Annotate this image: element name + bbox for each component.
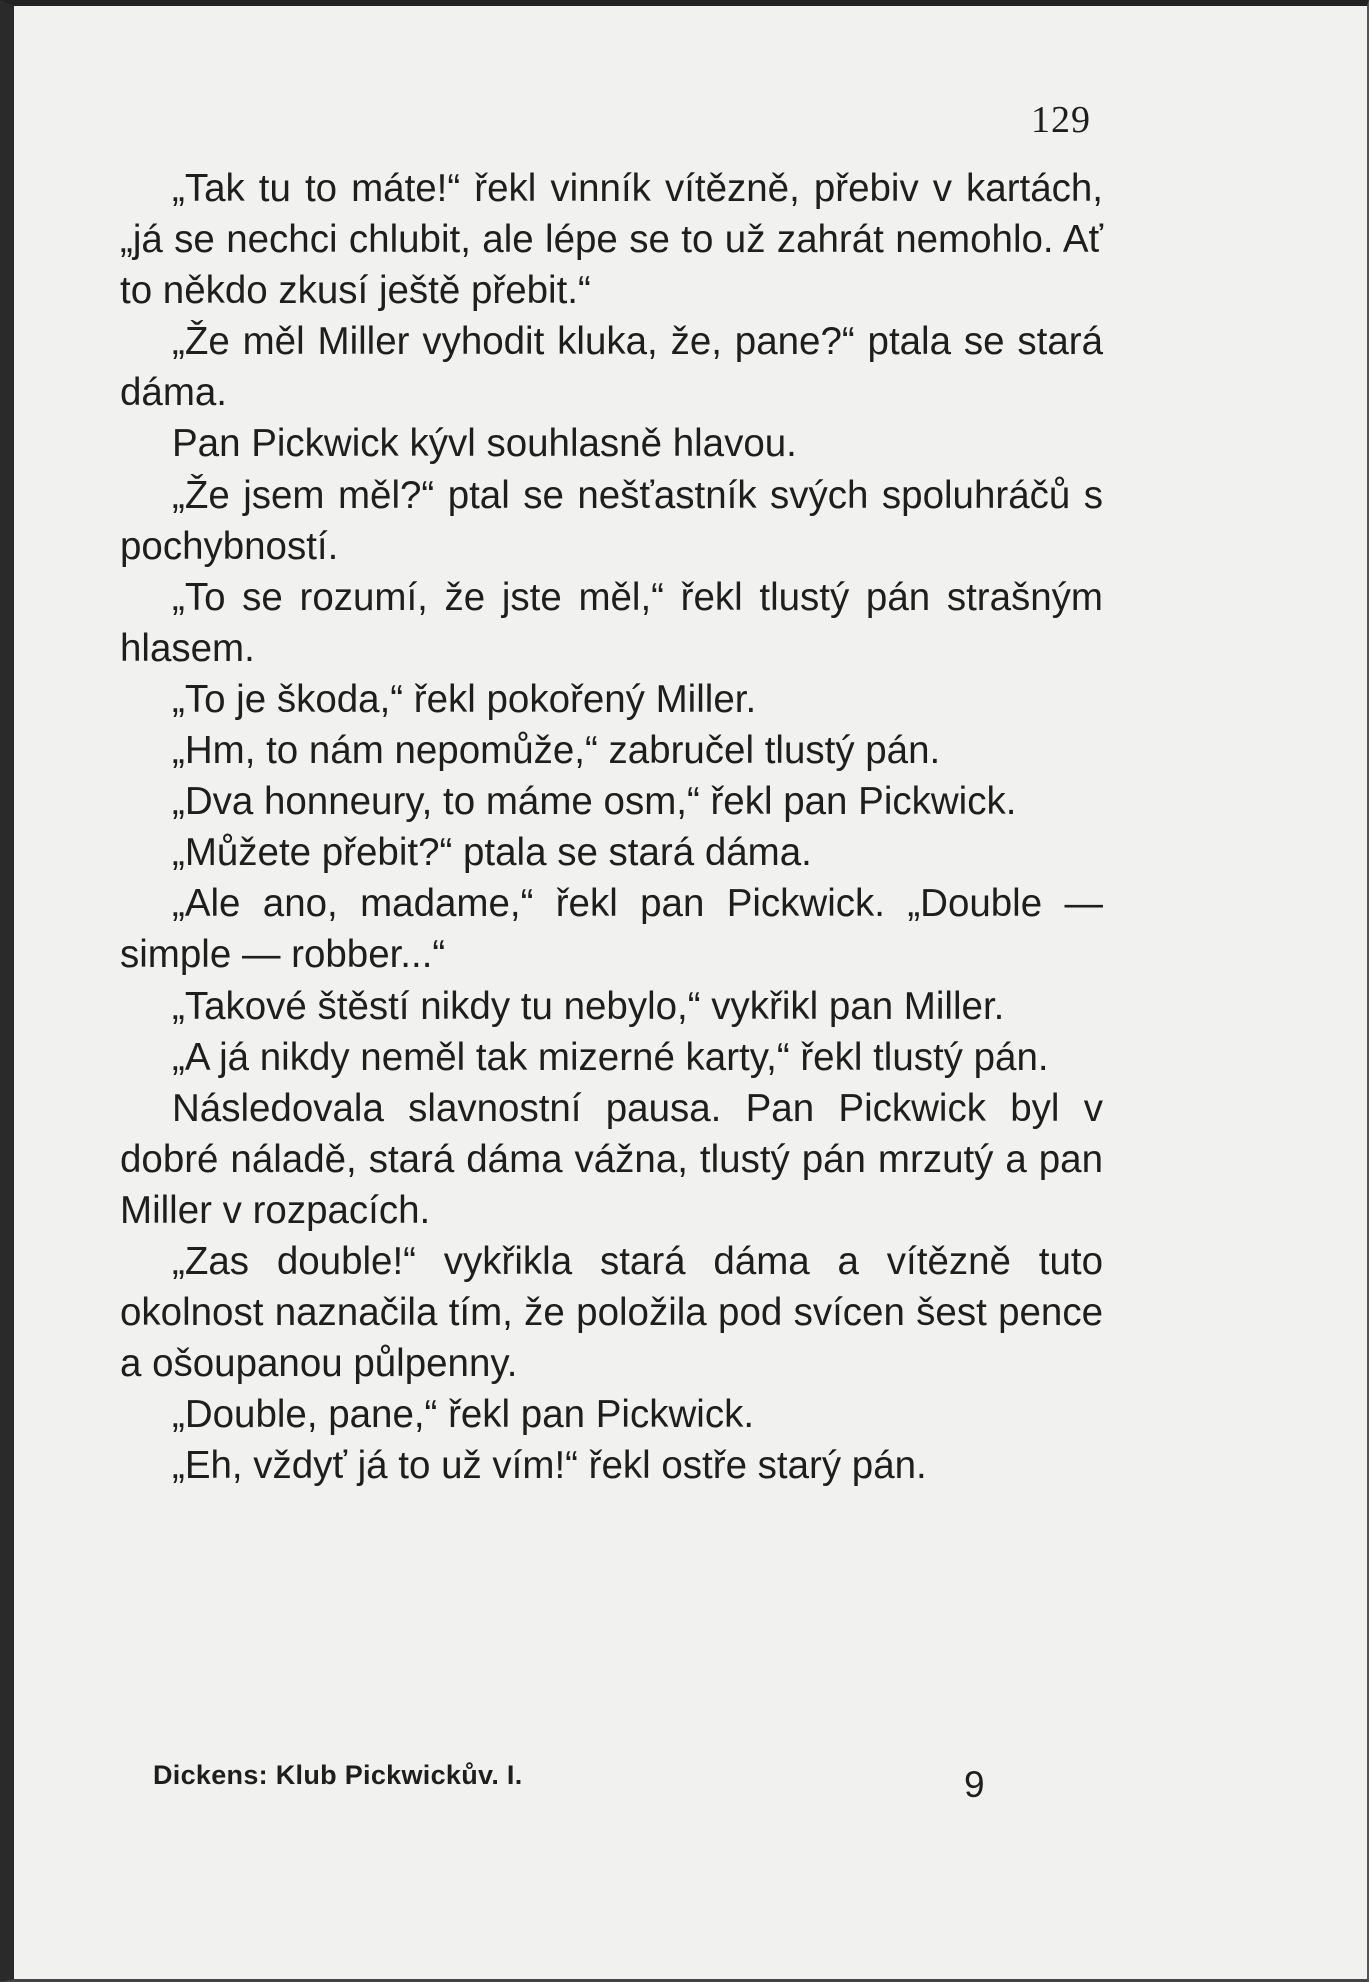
paragraph: „Že měl Miller vyhodit kluka, že, pane?“ ptala se stará dáma.: [120, 320, 1103, 415]
paragraph: „Double, pane,“ řekl pan Pickwick.: [172, 1393, 755, 1437]
paragraph: „To se rozumí, že jste měl,“ řekl tlustý pán strašným hlasem.: [120, 575, 1103, 670]
paragraph: „Že jsem měl?“ ptal se nešťastník svých spoluhráčů s pochybností.: [120, 473, 1103, 568]
footer-sheet-number: 9: [964, 1764, 985, 1805]
body-text: [120, 163, 1103, 1491]
page-footer: [14, 1760, 1367, 1805]
paragraph: „Takové štěstí nikdy tu nebylo,“ vykřikl pan Miller.: [172, 984, 1005, 1028]
paragraph: „Zas double!“ vykřikla stará dáma a vítězně tuto okolnost naznačila tím, že položila pod svícen šest pence a ošoupanou půlpenny.: [120, 1239, 1103, 1386]
paragraph: „Eh, vždyť já to už vím!“ řekl ostře starý pán.: [172, 1444, 927, 1488]
paragraph: „Můžete přebit?“ ptala se stará dáma.: [172, 831, 812, 875]
paragraph: „Ale ano, madame,“ řekl pan Pickwick. „Double — simple — robber...“: [120, 882, 1103, 977]
paragraph: „Tak tu to máte!“ řekl vinník vítězně, přebiv v kartách, „já se nechci chlubit, ale lépe se to už zahrát nemohlo. Ať to někdo zkusí ještě přebit.“: [120, 167, 1103, 313]
paragraph: „Dva honneury, to máme osm,“ řekl pan Pickwick.: [172, 780, 1017, 824]
footer-signature: Dickens: Klub Pickwickův. I.: [153, 1760, 523, 1790]
paragraph: Následovala slavnostní pausa. Pan Pickwick byl v dobré náladě, stará dáma vážna, tlustý pán mrzutý a pan Miller v rozpacích.: [120, 1086, 1103, 1232]
page-number: 129: [1031, 99, 1091, 141]
paragraph: „A já nikdy neměl tak mizerné karty,“ řekl tlustý pán.: [172, 1035, 1049, 1079]
paragraph: Pan Pickwick kývl souhlasně hlavou.: [172, 422, 797, 466]
paragraph: „To je škoda,“ řekl pokořený Miller.: [172, 677, 757, 721]
paragraph: „Hm, to nám nepomůže,“ zabručel tlustý pán.: [172, 729, 941, 773]
